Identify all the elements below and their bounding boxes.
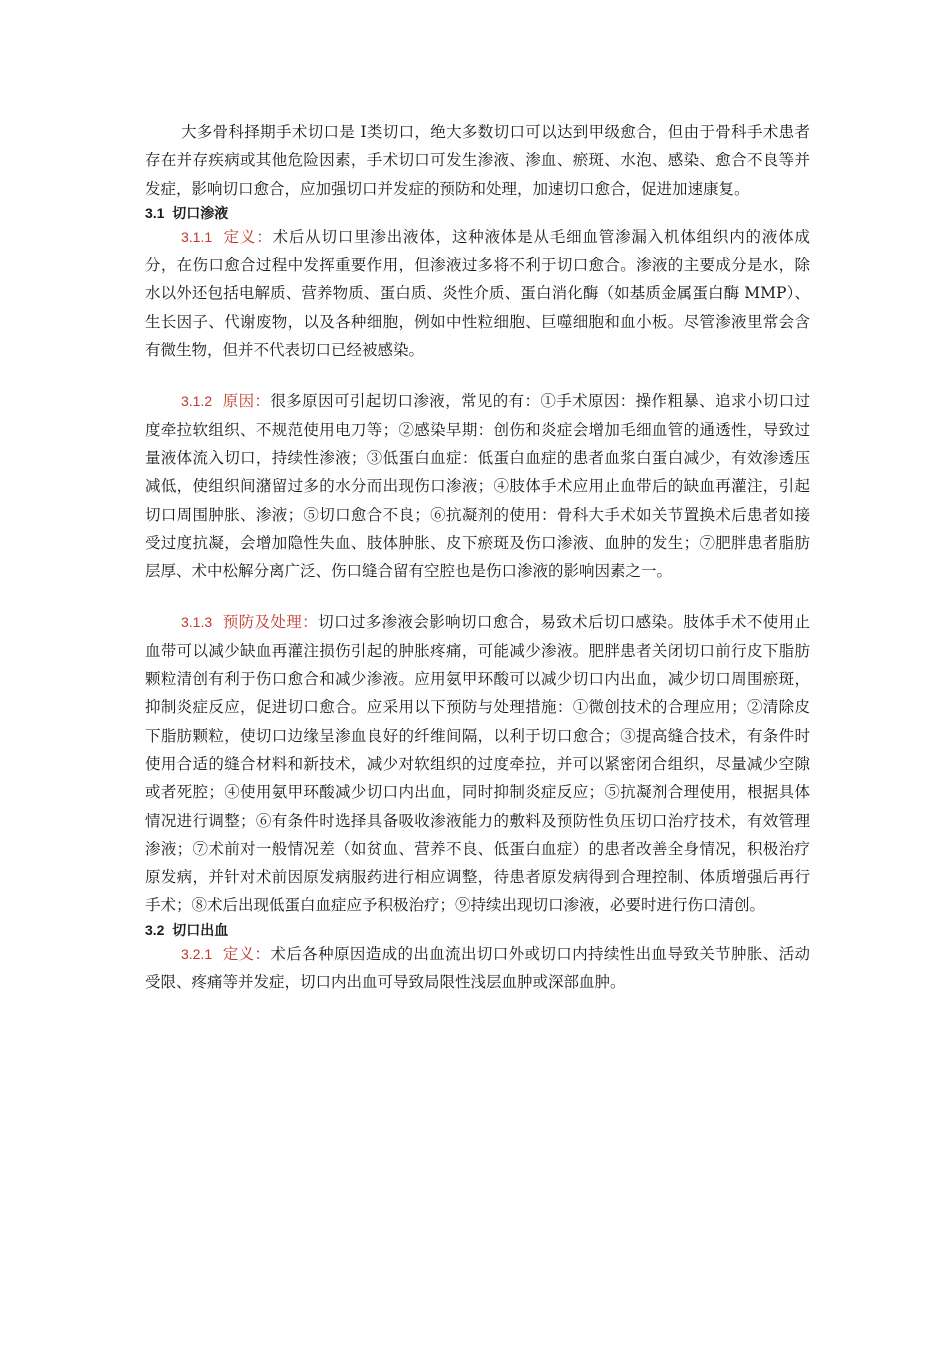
paragraph-3-1-3 bbox=[145, 608, 810, 919]
paragraph-3-1-2 bbox=[145, 387, 810, 585]
section-title: 切口出血 bbox=[172, 921, 229, 938]
paragraph-3-2-1 bbox=[145, 940, 810, 997]
section-heading-3-1 bbox=[145, 203, 810, 223]
item-label: 定义： bbox=[223, 227, 273, 246]
item-number: 3.1.2 bbox=[181, 393, 213, 410]
item-label: 原因： bbox=[222, 392, 271, 411]
item-text: 术后从切口里渗出液体，这种液体是从毛细血管渗漏入机体组织内的液体成分，在伤口愈合过程中发挥重要作用，但渗液过多将不利于切口愈合。渗液的主要成分是水，除水以外还包括电解质、营养物质、蛋白质、炎性介质、蛋白消化酶（如基质金属蛋白酶 MMP）、生长因子、代谢废物，以及各种细胞，例如中性粒细胞、巨噬细胞和血小板。尽管渗液里常会含有微生物，但并不代表切口已经被感染。 bbox=[145, 227, 810, 360]
document-body bbox=[145, 118, 810, 996]
item-text: 切口过多渗液会影响切口愈合，易致术后切口感染。肢体手术不使用止血带可以减少缺血再灌注损伤引起的肿胀疼痛，可能减少渗液。肥胖患者关闭切口前行皮下脂肪颗粒清创有利于伤口愈合和减少渗液。应用氨甲环酸可以减少切口内出血，减少切口周围瘀斑，抑制炎症反应，促进切口愈合。应采用以下预防与处理措施：①微创技术的合理应用；②清除皮下脂肪颗粒，使切口边缘呈渗血良好的纤维间隔，以利于切口愈合；③提高缝合技术，有条件时使用合适的缝合材料和新技术，减少对软组织的过度牵拉，并可以紧密闭合组织，尽量减少空隙或者死腔；④使用氨甲环酸减少切口内出血，同时抑制炎症反应；⑤抗凝剂合理使用，根据具体情况进行调整；⑥有条件时选择具备吸收渗液能力的敷料及预防性负压切口治疗技术，有效管理渗液；⑦术前对一般情况差（如贫血、营养不良、低蛋白血症）的患者改善全身情况，积极治疗原发病，并针对术前因原发病服药进行相应调整，待患者原发病得到合理控制、体质增强后再行手术；⑧术后出现低蛋白血症应予积极治疗；⑨持续出现切口渗液，必要时进行伤口清创。 bbox=[145, 613, 810, 915]
item-text: 很多原因可引起切口渗液，常见的有：①手术原因：操作粗暴、追求小切口过度牵拉软组织、不规范使用电刀等；②感染早期：创伤和炎症会增加毛细血管的通透性，导致过量液体流入切口，持续性渗液；③低蛋白血症：低蛋白血症的患者血浆白蛋白减少，有效渗透压减低，使组织间潴留过多的水分而出现伤口渗液；④肢体手术应用止血带后的缺血再灌注，引起切口周围肿胀、渗液；⑤切口愈合不良；⑥抗凝剂的使用：骨科大手术如关节置换术后患者如接受过度抗凝，会增加隐性失血、肢体肿胀、皮下瘀斑及伤口渗液、血肿的发生；⑦肥胖患者脂肪层厚、术中松解分离广泛、伤口缝合留有空腔也是伤口渗液的影响因素之一。 bbox=[145, 392, 810, 581]
intro-paragraph: 大多骨科择期手术切口是 Ⅰ类切口，绝大多数切口可以达到甲级愈合，但由于骨科手术患者存在并存疾病或其他危险因素，手术切口可发生渗液、渗血、瘀斑、水泡、感染、愈合不良等并发症，影响切口愈合，应加强切口并发症的预防和处理，加速切口愈合，促进加速康复。 bbox=[145, 123, 810, 198]
item-label: 预防及处理： bbox=[222, 613, 319, 632]
section-number: 3.1 bbox=[145, 204, 165, 221]
paragraph-3-1-1 bbox=[145, 223, 810, 364]
item-label: 定义： bbox=[222, 944, 271, 963]
item-text: 术后各种原因造成的出血流出切口外或切口内持续性出血导致关节肿胀、活动受限、疼痛等并发症，切口内出血可导致局限性浅层血肿或深部血肿。 bbox=[145, 944, 810, 992]
section-heading-3-2 bbox=[145, 920, 810, 940]
section-number: 3.2 bbox=[145, 921, 165, 938]
section-title: 切口渗液 bbox=[172, 204, 229, 221]
item-number: 3.1.3 bbox=[181, 614, 213, 631]
item-number: 3.1.1 bbox=[181, 228, 213, 245]
item-number: 3.2.1 bbox=[181, 945, 213, 962]
